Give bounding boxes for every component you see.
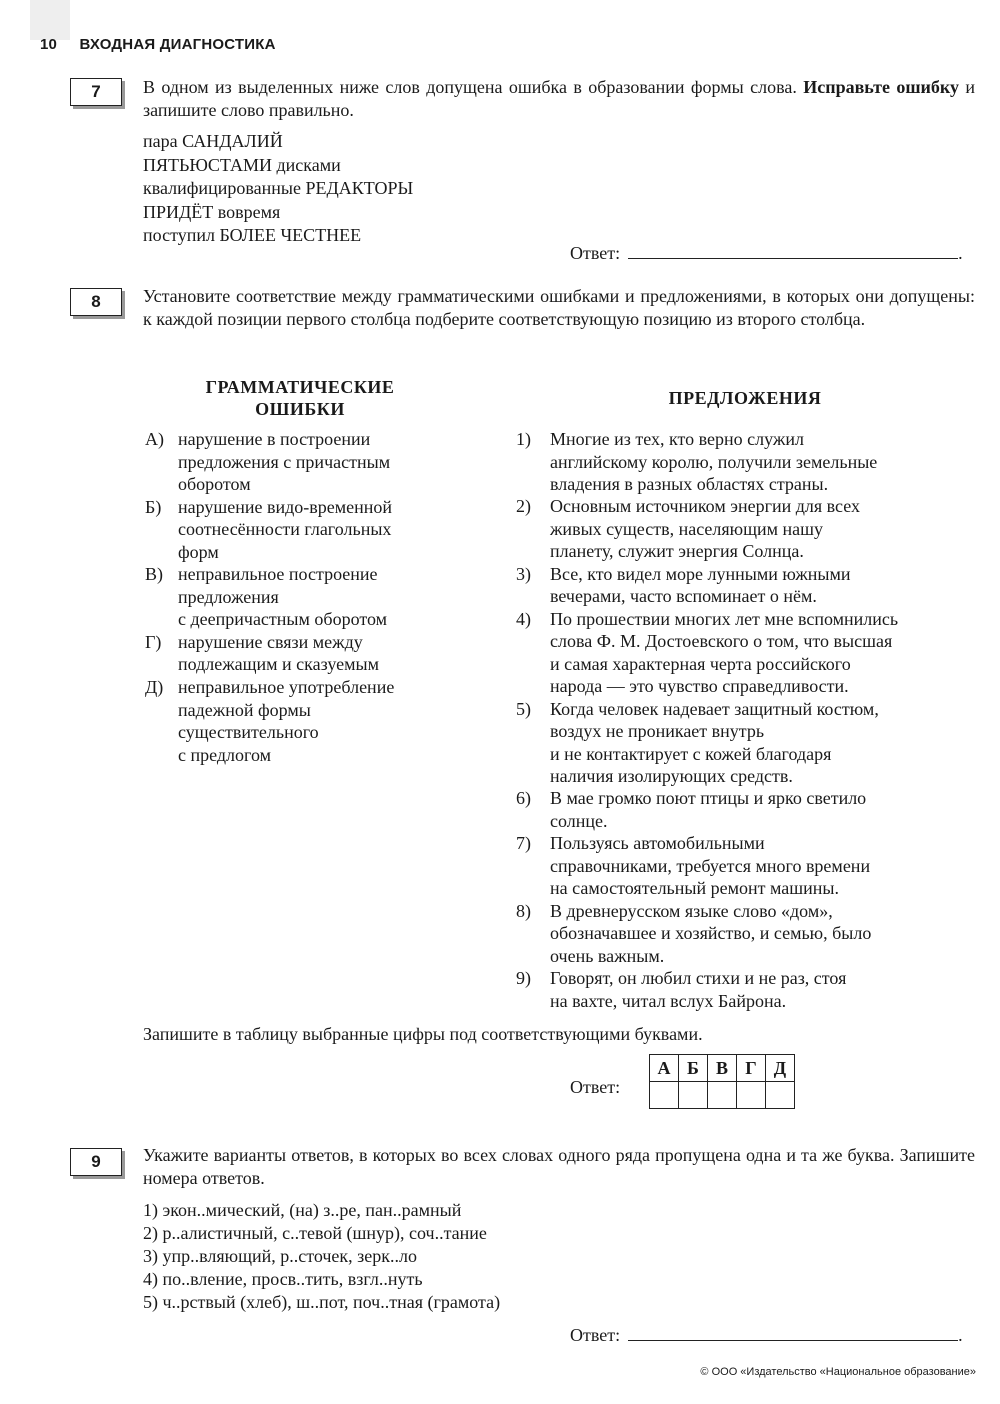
question-8-answer-label: Ответ: bbox=[570, 1077, 621, 1097]
sentence-item bbox=[516, 967, 976, 1012]
word-prefix: пара bbox=[143, 131, 183, 151]
sentence-item bbox=[516, 495, 976, 563]
error-marker: Д) bbox=[145, 677, 164, 697]
question-7-number: 7 bbox=[70, 78, 122, 106]
sentence-item bbox=[516, 428, 976, 496]
error-text: нарушение в построении предложения с причастным оборотом bbox=[178, 429, 391, 494]
sentence-text: Все, кто видел море лунными южными вечерами, часто вспоминает о нём. bbox=[550, 563, 851, 607]
sentence-marker: 8) bbox=[516, 900, 531, 921]
error-item bbox=[145, 676, 465, 766]
answer-line[interactable] bbox=[628, 1324, 958, 1341]
sentence-marker: 4) bbox=[516, 608, 531, 629]
question-7-word-item bbox=[143, 224, 361, 247]
page-corner-shade bbox=[30, 0, 70, 40]
sentence-item bbox=[516, 608, 976, 698]
copyright-footer: © ООО «Издательство «Национальное образование» bbox=[700, 1366, 976, 1378]
sentence-text: Основным источником энергии для всех живых существ, населяющим нашу планету, служит энергия Солнца. bbox=[550, 496, 860, 562]
sentence-text: Многие из тех, кто верно служил английскому королю, получили земельные владения в разных областях страны. bbox=[550, 429, 878, 494]
sentence-item bbox=[516, 563, 976, 608]
question-7-word-item bbox=[143, 177, 413, 200]
sentence-text: Пользуясь автомобильными справочниками, требуется много времени на самостоятельный ремонт машины. bbox=[550, 833, 871, 899]
question-7-word-item bbox=[143, 130, 283, 153]
error-item bbox=[145, 496, 465, 564]
answer-table[interactable] bbox=[649, 1054, 795, 1109]
answer-table-letter: Г bbox=[737, 1055, 766, 1082]
question-7-word-item bbox=[143, 154, 341, 177]
error-text: нарушение видо-временной соотнесённости глагольных форм bbox=[178, 496, 393, 562]
word-suffix: дисками bbox=[271, 154, 341, 175]
error-text: неправильное построение предложения с деепричастным оборотом bbox=[178, 564, 388, 630]
sentence-marker: 6) bbox=[516, 788, 531, 809]
highlighted-word: БОЛЕЕ ЧЕСТНЕЕ bbox=[219, 225, 362, 245]
answer-table-letter: В bbox=[708, 1055, 737, 1082]
question-8-text: Установите соответствие между грамматическими ошибками и предложениями, в которых они допущены: к каждой позиции первого столбца подберите соответствующую позицию из второго столбца. bbox=[143, 286, 975, 329]
answer-table-cell[interactable] bbox=[679, 1082, 708, 1109]
page-header-title: ВХОДНАЯ ДИАГНОСТИКА bbox=[79, 36, 276, 53]
sentence-text: Когда человек надевает защитный костюм, воздух не проникает внутрь и не контактирует с кожей благодаря наличия изолирующих средств. bbox=[550, 698, 879, 787]
question-9-option: 4) по..вление, просв..тить, взгл..нуть bbox=[143, 1269, 423, 1289]
word-suffix: вовремя bbox=[213, 201, 281, 222]
answer-table-letter: Б bbox=[679, 1055, 708, 1082]
question-7-text bbox=[143, 76, 975, 122]
answer-table-cell[interactable] bbox=[737, 1082, 766, 1109]
answer-table-cells[interactable] bbox=[650, 1082, 795, 1109]
word-prefix: поступил bbox=[143, 225, 220, 245]
sentence-text: Говорят, он любил стихи и не раз, стоя на вахте, читал вслух Байрона. bbox=[550, 968, 847, 1011]
question-9-option: 3) упр..вляющий, р..сточек, зерк..ло bbox=[143, 1246, 417, 1266]
answer-table-cell[interactable] bbox=[708, 1082, 737, 1109]
question-9-number: 9 bbox=[70, 1148, 122, 1176]
sentence-item bbox=[516, 832, 976, 900]
error-item bbox=[145, 563, 465, 631]
highlighted-word: ПРИДЁТ bbox=[143, 201, 214, 222]
sentence-marker: 1) bbox=[516, 429, 531, 449]
question-9-text: Укажите варианты ответов, в которых во всех словах одного ряда пропущена одна и та же буква. Запишите номера ответов. bbox=[143, 1145, 975, 1188]
answer-table-cell[interactable] bbox=[766, 1082, 795, 1109]
sentence-text: В мае громко поют птицы и ярко светило солнце. bbox=[550, 788, 867, 831]
question-9-option: 2) р..алистичный, с..тевой (шнур), соч..тание bbox=[143, 1223, 487, 1243]
error-marker: Б) bbox=[145, 496, 162, 517]
error-item bbox=[145, 631, 465, 676]
table-instruction: Запишите в таблицу выбранные цифры под соответствующими буквами. bbox=[143, 1024, 703, 1044]
sentence-marker: 7) bbox=[516, 833, 531, 854]
question-9-option: 5) ч..рствый (хлеб), ш..пот, поч..тная (грамота) bbox=[143, 1292, 501, 1312]
question-7-prompt-tail: и запишите слово правильно. bbox=[143, 77, 976, 120]
answer-label: Ответ: bbox=[570, 1325, 621, 1345]
sentence-marker: 5) bbox=[516, 698, 531, 719]
question-9-answer[interactable]: Ответ: . bbox=[570, 1325, 963, 1345]
question-7-answer[interactable]: Ответ: . bbox=[570, 243, 963, 263]
question-9-option: 1) экон..мический, (на) з..ре, пан..рамный bbox=[143, 1200, 462, 1220]
answer-label: Ответ: bbox=[570, 243, 621, 263]
sentence-text: По прошествии многих лет мне вспомнились слова Ф. М. Достоевского о том, что высшая и самая характерная черта российского народа — это чувство справедливости. bbox=[550, 608, 899, 697]
error-marker: В) bbox=[145, 564, 163, 585]
highlighted-word: САНДАЛИЙ bbox=[182, 131, 283, 151]
page-header bbox=[40, 36, 276, 53]
question-7-prompt-bold: Исправьте ошибку bbox=[803, 77, 960, 97]
sentence-item bbox=[516, 698, 976, 788]
error-text: неправильное употребление падежной формы существительного с предлогом bbox=[178, 677, 395, 765]
answer-table-cell[interactable] bbox=[650, 1082, 679, 1109]
question-7-word-item bbox=[143, 201, 280, 224]
sentence-marker: 2) bbox=[516, 496, 531, 517]
sentence-marker: 3) bbox=[516, 563, 531, 584]
answer-table-letter: Д bbox=[766, 1055, 795, 1082]
error-marker: Г) bbox=[145, 631, 162, 652]
question-7-prompt: В одном из выделенных ниже слов допущена ошибка в образовании формы слова. bbox=[143, 77, 797, 97]
sentences-column-heading: ПРЕДЛОЖЕНИЯ bbox=[668, 388, 822, 408]
answer-table-letters bbox=[650, 1055, 795, 1082]
highlighted-word: ПЯТЬЮСТАМИ bbox=[143, 154, 272, 175]
answer-line[interactable] bbox=[628, 242, 958, 259]
error-marker: А) bbox=[145, 429, 164, 449]
answer-table-letter: А bbox=[650, 1055, 679, 1082]
page-number: 10 bbox=[40, 36, 58, 53]
highlighted-word: РЕДАКТОРЫ bbox=[305, 178, 414, 198]
word-prefix: квалифицированные bbox=[143, 178, 306, 198]
sentence-marker: 9) bbox=[516, 968, 531, 989]
error-item bbox=[145, 428, 465, 496]
question-8-number: 8 bbox=[70, 288, 122, 316]
sentence-item bbox=[516, 787, 976, 832]
errors-column-heading: ГРАММАТИЧЕСКИЕ ОШИБКИ bbox=[205, 377, 395, 419]
error-text: нарушение связи между подлежащим и сказуемым bbox=[178, 631, 379, 675]
sentence-item bbox=[516, 900, 976, 968]
sentence-text: В древнерусском языке слово «дом», обозначавшее и хозяйство, и семью, было очень важным. bbox=[550, 900, 872, 966]
